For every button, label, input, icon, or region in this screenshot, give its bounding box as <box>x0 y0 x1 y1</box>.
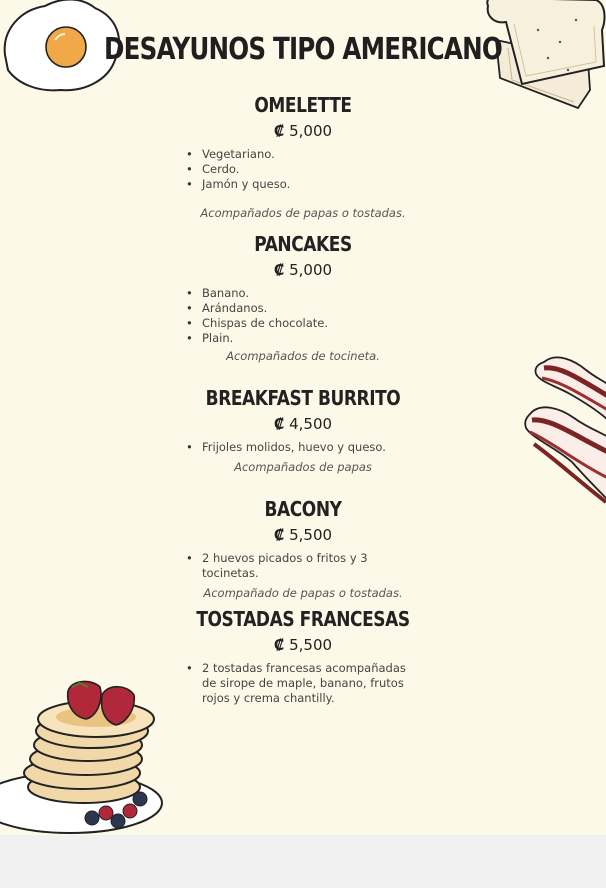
item-list <box>186 147 426 192</box>
list-item: • Jamón y queso. <box>186 177 426 192</box>
currency-symbol: ₡ <box>273 526 285 544</box>
section-note: Acompañados de papas <box>234 460 372 474</box>
list-item: • 2 tostadas francesas acompañadas de sirope de maple, banano, frutos rojos y crema chantilly. <box>186 661 411 706</box>
price-value: 5,500 <box>289 636 333 654</box>
list-item: • Cerdo. <box>186 162 426 177</box>
price <box>0 412 606 436</box>
section-omelette <box>0 93 606 221</box>
section-bacony <box>0 497 606 601</box>
item-list <box>186 661 411 706</box>
price-value: 4,500 <box>289 415 333 433</box>
price-value: 5,500 <box>289 526 333 544</box>
currency-symbol: ₡ <box>273 261 285 279</box>
list-item: • Banano. <box>186 286 426 301</box>
section-title: TOSTADAS FRANCESAS <box>196 607 410 631</box>
item-list <box>186 551 426 581</box>
price-value: 5,000 <box>289 122 333 140</box>
section-pancakes <box>0 232 606 364</box>
list-item: • Arándanos. <box>186 301 426 316</box>
item-list <box>186 286 426 346</box>
price <box>0 633 606 657</box>
item-list <box>186 440 426 455</box>
list-item: • Frijoles molidos, huevo y queso. <box>186 440 426 455</box>
price <box>0 258 606 282</box>
section-note: Acompañados de papas o tostadas. <box>200 206 406 220</box>
currency-symbol: ₡ <box>273 415 285 433</box>
menu-title: DESAYUNOS TIPO AMERICANO <box>104 32 502 67</box>
section-breakfast-burrito <box>0 386 606 475</box>
list-item: • Chispas de chocolate. <box>186 316 426 331</box>
section-title: OMELETTE <box>254 93 352 117</box>
price <box>0 119 606 143</box>
currency-symbol: ₡ <box>273 636 285 654</box>
section-title: PANCAKES <box>254 232 352 256</box>
currency-symbol: ₡ <box>273 122 285 140</box>
price-value: 5,000 <box>289 261 333 279</box>
price <box>0 523 606 547</box>
list-item: • Plain. <box>186 331 426 346</box>
list-item: • Vegetariano. <box>186 147 426 162</box>
section-note: Acompañados de tocineta. <box>226 349 380 363</box>
section-title: BREAKFAST BURRITO <box>205 386 401 410</box>
section-tostadas-francesas <box>0 607 606 706</box>
list-item: • 2 huevos picados o fritos y 3 tocinetas. <box>186 551 426 581</box>
section-title: BACONY <box>264 497 342 521</box>
section-note: Acompañado de papas o tostadas. <box>203 586 403 600</box>
